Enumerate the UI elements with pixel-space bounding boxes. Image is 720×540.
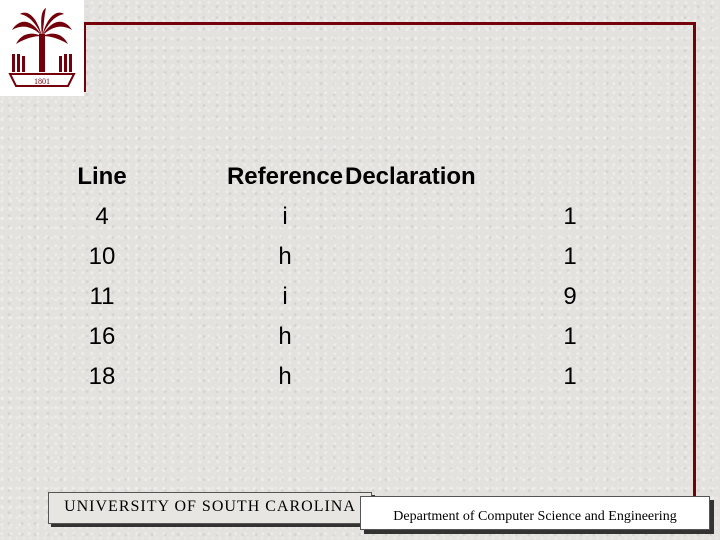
row-1-line: 4 [95, 203, 109, 230]
header-declaration: Declaration [345, 163, 476, 190]
department-name-banner: Department of Computer Science and Engineering [360, 496, 710, 530]
header-reference: Reference [226, 163, 344, 190]
row-2-decl: 1 [563, 243, 577, 270]
row-5-line: 18 [88, 363, 116, 390]
row-2-ref: h [278, 243, 292, 270]
header-line: Line [77, 163, 127, 190]
row-5-decl: 1 [563, 363, 577, 390]
row-4-ref: h [278, 323, 292, 350]
row-3-line: 11 [89, 283, 115, 310]
row-1-decl: 1 [563, 203, 577, 230]
row-5-ref: h [278, 363, 292, 390]
row-2-line: 10 [88, 243, 116, 270]
row-1-ref: i [282, 203, 288, 230]
row-3-decl: 9 [563, 283, 577, 310]
row-4-line: 16 [88, 323, 116, 350]
svg-text:1801: 1801 [34, 77, 50, 86]
row-3-ref: i [282, 283, 288, 310]
row-4-decl: 1 [563, 323, 577, 350]
university-name-banner: UNIVERSITY OF SOUTH CAROLINA [48, 492, 372, 524]
